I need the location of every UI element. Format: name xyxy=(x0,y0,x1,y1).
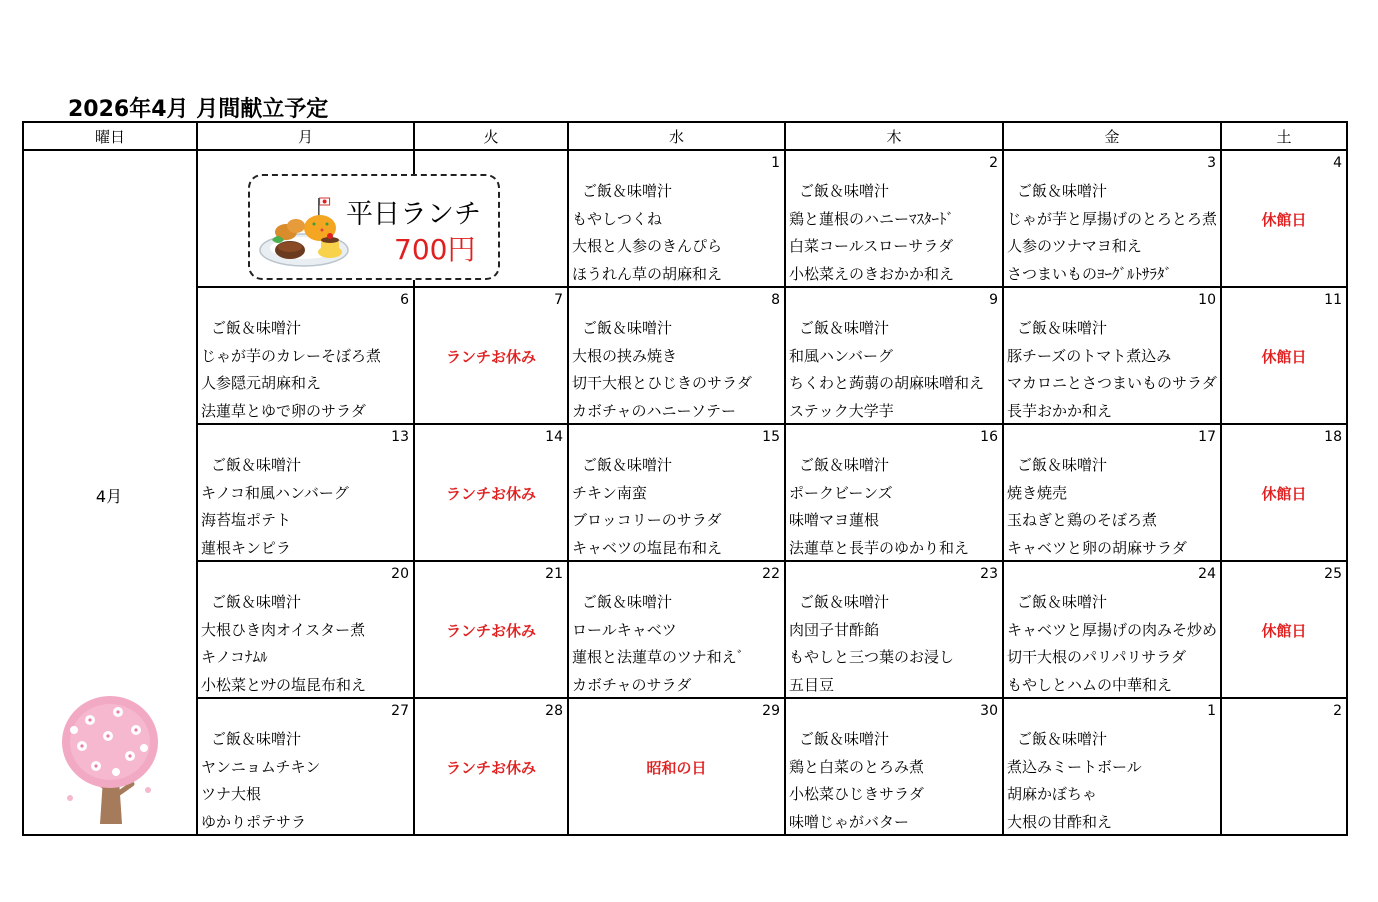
day-cell-fri xyxy=(1003,424,1221,561)
menu-list xyxy=(1007,589,1220,697)
menu-item: 肉団子甘酢餡 xyxy=(789,620,880,639)
menu-item: 人参隠元胡麻和え xyxy=(201,374,322,392)
header-tue: 火 xyxy=(414,122,568,150)
menu-item: 焼き焼売 xyxy=(1007,483,1068,502)
day-number: 23 xyxy=(980,566,998,582)
menu-item: マカロニとさつまいものサラダ xyxy=(1007,374,1217,392)
day-cell-thu xyxy=(785,150,1003,287)
menu-item: ロールキャベツ xyxy=(572,620,677,639)
menu-item: ツナ大根 xyxy=(201,785,262,803)
menu-list xyxy=(1007,178,1220,286)
day-number: 17 xyxy=(1198,429,1216,445)
menu-item: 蓮根と法蓮草のツナ和えﾞ xyxy=(572,648,745,666)
day-number: 1 xyxy=(1207,703,1216,719)
menu-item: ほうれん草の胡麻和え xyxy=(572,264,723,283)
menu-item: 長芋おかか和え xyxy=(1007,401,1113,420)
closed-note: ランチお休み xyxy=(445,759,536,777)
day-number: 27 xyxy=(391,703,409,719)
day-cell-mon xyxy=(197,698,414,835)
day-number: 10 xyxy=(1198,292,1216,308)
day-number: 21 xyxy=(545,566,563,582)
header-weekday-label: 曜日 xyxy=(23,122,197,150)
weekday-lunch-badge xyxy=(248,174,500,280)
menu-item: チキン南蛮 xyxy=(572,483,647,502)
day-cell-sat xyxy=(1221,150,1347,287)
menu-list xyxy=(789,178,1002,286)
day-number: 30 xyxy=(980,703,998,719)
menu-item: もやしつくね xyxy=(572,209,663,228)
day-number: 18 xyxy=(1324,429,1342,445)
day-cell-sat xyxy=(1221,424,1347,561)
menu-item: ご飯＆味噌汁 xyxy=(799,319,890,337)
menu-item: キノコ和風ハンバーグ xyxy=(201,483,349,502)
day-number: 20 xyxy=(391,566,409,582)
menu-list xyxy=(201,726,413,834)
closed-note: 休館日 xyxy=(1261,348,1307,366)
header-row xyxy=(23,122,1347,150)
closed-note: 休館日 xyxy=(1261,622,1307,640)
day-cell-mon xyxy=(197,287,414,424)
menu-item: ご飯＆味噌汁 xyxy=(582,456,673,474)
menu-item: 玉ねぎと鶏のそぼろ煮 xyxy=(1007,511,1158,529)
day-number: 4 xyxy=(1333,155,1342,171)
header-fri: 金 xyxy=(1003,122,1221,150)
lunch-plate-icon xyxy=(258,188,350,272)
closed-note: ランチお休み xyxy=(445,485,536,503)
menu-item: カボチャのハニーソテー xyxy=(572,401,736,420)
menu-item: 五目豆 xyxy=(789,675,835,694)
menu-item: 胡麻かぼちゃ xyxy=(1007,785,1098,803)
menu-list xyxy=(789,726,1002,834)
menu-item: ご飯＆味噌汁 xyxy=(582,182,673,200)
day-number: 2 xyxy=(1333,703,1342,719)
day-cell-fri xyxy=(1003,150,1221,287)
menu-item: ご飯＆味噌汁 xyxy=(211,730,302,748)
day-cell-wed xyxy=(568,698,785,835)
menu-item: ご飯＆味噌汁 xyxy=(211,593,302,611)
menu-item: ご飯＆味噌汁 xyxy=(1017,456,1108,474)
promo-price: 700円 xyxy=(394,233,476,266)
day-number: 7 xyxy=(554,292,563,308)
menu-item: 大根と人参のきんぴら xyxy=(572,237,723,255)
day-number: 2 xyxy=(989,155,998,171)
header-thu: 木 xyxy=(785,122,1003,150)
cherry-blossom-tree-icon xyxy=(60,694,162,828)
day-number: 16 xyxy=(980,429,998,445)
day-number: 25 xyxy=(1324,566,1342,582)
menu-item: 人参のツナマヨ和え xyxy=(1007,237,1142,255)
day-cell-tue xyxy=(414,561,568,698)
menu-item: 切干大根のパリパリサラダ xyxy=(1007,648,1187,666)
menu-item: 小松菜ひじきサラダ xyxy=(789,785,924,803)
menu-item: ポークビーンズ xyxy=(789,483,893,502)
menu-item: ご飯＆味噌汁 xyxy=(1017,593,1108,611)
menu-list xyxy=(789,315,1002,423)
day-cell-thu xyxy=(785,287,1003,424)
menu-item: 小松菜とﾂﾅの塩昆布和え xyxy=(201,675,367,694)
menu-calendar xyxy=(22,121,1348,836)
menu-item: 味噌じゃがバター xyxy=(789,812,910,831)
header-sat: 土 xyxy=(1221,122,1347,150)
day-number: 29 xyxy=(762,703,780,719)
menu-item: ご飯＆味噌汁 xyxy=(799,730,890,748)
menu-list xyxy=(201,589,413,697)
menu-item: 大根ひき肉オイスター煮 xyxy=(201,620,366,639)
menu-item: もやしとハムの中華和え xyxy=(1007,675,1173,694)
menu-item: 和風ハンバーグ xyxy=(789,346,893,365)
month-label: 4月 xyxy=(95,487,123,506)
menu-list xyxy=(789,452,1002,560)
menu-item: ちくわと蒟蒻の胡麻味噌和え xyxy=(789,374,985,392)
menu-item: 煮込みミートボール xyxy=(1007,757,1142,776)
header-wed: 水 xyxy=(568,122,785,150)
day-cell-mon xyxy=(197,424,414,561)
day-cell-mon xyxy=(197,561,414,698)
menu-item: ご飯＆味噌汁 xyxy=(799,182,890,200)
day-cell-thu xyxy=(785,424,1003,561)
menu-item: ご飯＆味噌汁 xyxy=(799,456,890,474)
menu-list xyxy=(572,589,784,697)
menu-item: さつまいものﾖｰｸﾞﾙﾄｻﾗﾀﾞ xyxy=(1007,264,1173,283)
day-number: 1 xyxy=(771,155,780,171)
menu-item: じゃが芋と厚揚げのとろとろ煮 xyxy=(1007,209,1218,228)
closed-note: ランチお休み xyxy=(445,348,536,366)
day-number: 24 xyxy=(1198,566,1216,582)
week-row xyxy=(23,698,1347,835)
menu-item: 鶏と白菜のとろみ煮 xyxy=(789,757,925,776)
menu-item: キャベツと卵の胡麻サラダ xyxy=(1007,538,1187,557)
day-number: 3 xyxy=(1207,155,1216,171)
menu-item: 白菜コールスローサラダ xyxy=(789,237,954,255)
day-cell-sat xyxy=(1221,287,1347,424)
menu-item: 豚チーズのトマト煮込み xyxy=(1007,346,1172,365)
day-number: 9 xyxy=(989,292,998,308)
day-cell-wed xyxy=(568,150,785,287)
day-cell-sat xyxy=(1221,698,1347,835)
day-number: 8 xyxy=(771,292,780,308)
closed-note: ランチお休み xyxy=(445,622,536,640)
week-row xyxy=(23,424,1347,561)
menu-list xyxy=(789,589,1002,697)
menu-list xyxy=(201,452,413,560)
menu-item: カボチャのサラダ xyxy=(572,675,692,694)
menu-item: ゆかりポテサラ xyxy=(201,812,307,831)
day-number: 13 xyxy=(391,429,409,445)
promo-title: 平日ランチ xyxy=(346,199,481,230)
day-cell-wed xyxy=(568,287,785,424)
menu-item: キャベツと厚揚げの肉みそ炒め xyxy=(1007,620,1218,639)
menu-item: もやしと三つ葉のお浸し xyxy=(789,648,955,666)
menu-list xyxy=(572,452,784,560)
menu-item: 海苔塩ポテト xyxy=(201,511,292,529)
week-row xyxy=(23,287,1347,424)
menu-item: ご飯＆味噌汁 xyxy=(211,319,302,337)
menu-list xyxy=(201,315,413,423)
day-number: 15 xyxy=(762,429,780,445)
header-mon: 月 xyxy=(197,122,414,150)
menu-item: ご飯＆味噌汁 xyxy=(211,456,302,474)
day-cell-tue xyxy=(414,698,568,835)
menu-item: 鶏と蓮根のハニーﾏｽﾀｰﾄﾞ xyxy=(789,209,955,228)
menu-item: ステック大学芋 xyxy=(789,401,894,420)
menu-list xyxy=(1007,452,1220,560)
menu-item: ご飯＆味噌汁 xyxy=(799,593,890,611)
week-row xyxy=(23,150,1347,287)
menu-item: 大根の挟み焼き xyxy=(572,346,678,365)
menu-item: ブロッコリーのサラダ xyxy=(572,511,722,529)
day-cell-thu xyxy=(785,561,1003,698)
menu-item: 味噌マヨ蓮根 xyxy=(789,511,880,529)
menu-item: 小松菜えのきおかか和え xyxy=(789,264,955,283)
closed-note: 休館日 xyxy=(1261,485,1307,503)
day-number: 14 xyxy=(545,429,563,445)
day-cell-tue xyxy=(414,424,568,561)
menu-item: ご飯＆味噌汁 xyxy=(1017,319,1108,337)
day-number: 28 xyxy=(545,703,563,719)
closed-note: 昭和の日 xyxy=(646,759,707,777)
day-cell-thu xyxy=(785,698,1003,835)
menu-item: ご飯＆味噌汁 xyxy=(582,319,673,337)
menu-item: ご飯＆味噌汁 xyxy=(582,593,673,611)
day-number: 11 xyxy=(1324,292,1342,308)
menu-item: キャベツの塩昆布和え xyxy=(572,538,723,557)
menu-item: 切干大根とひじきのサラダ xyxy=(572,374,752,392)
menu-list xyxy=(1007,726,1220,834)
menu-list xyxy=(572,315,784,423)
closed-note: 休館日 xyxy=(1261,211,1307,229)
menu-item: 蓮根キンピラ xyxy=(201,538,291,557)
menu-item: 法蓮草と長芋のゆかり和え xyxy=(789,538,970,557)
menu-item: 大根の甘酢和え xyxy=(1007,812,1113,831)
day-cell-fri xyxy=(1003,561,1221,698)
day-cell-wed xyxy=(568,561,785,698)
day-number: 6 xyxy=(400,292,409,308)
menu-list xyxy=(572,178,784,286)
menu-item: じゃが芋のカレーそぼろ煮 xyxy=(201,346,382,365)
menu-item: ヤンニョムチキン xyxy=(201,757,321,776)
day-number: 22 xyxy=(762,566,780,582)
day-cell-fri xyxy=(1003,698,1221,835)
menu-item: ご飯＆味噌汁 xyxy=(1017,182,1108,200)
menu-item: 法蓮草とゆで卵のサラダ xyxy=(201,401,366,420)
day-cell-wed xyxy=(568,424,785,561)
menu-item: キノコﾅﾑﾙ xyxy=(201,648,268,666)
page-title: 2026年4月 月間献立予定 xyxy=(68,97,329,122)
day-cell-sat xyxy=(1221,561,1347,698)
day-cell-fri xyxy=(1003,287,1221,424)
menu-item: ご飯＆味噌汁 xyxy=(1017,730,1108,748)
menu-list xyxy=(1007,315,1220,423)
day-cell-tue xyxy=(414,287,568,424)
week-row xyxy=(23,561,1347,698)
